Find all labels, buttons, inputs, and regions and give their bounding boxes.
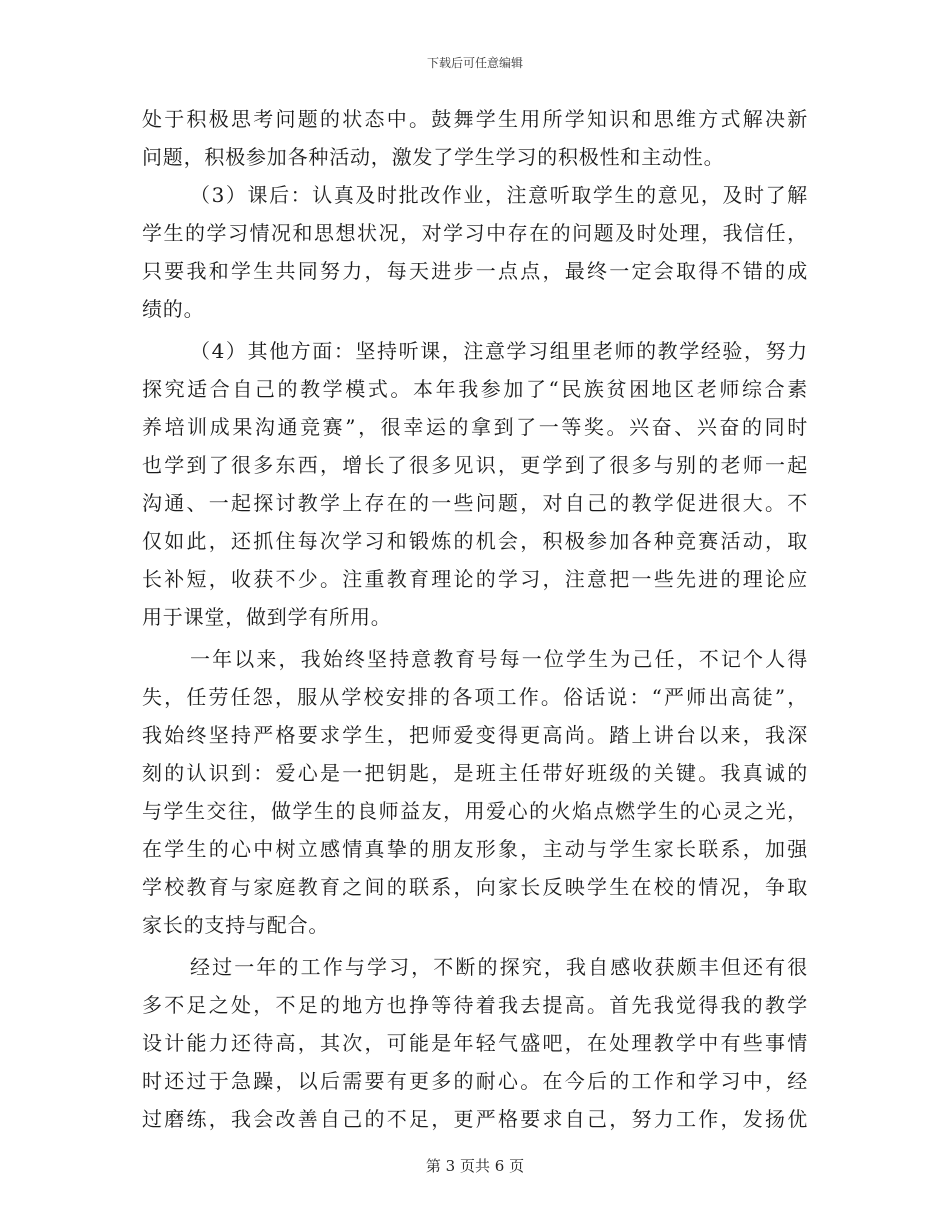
page-header: 下载后可任意编辑 xyxy=(426,56,523,70)
body-line: 处于积极思考问题的状态中。鼓舞学生用所学知识和思维方式解决新 xyxy=(142,107,808,131)
document-body xyxy=(142,100,808,1138)
body-line: 经过一年的工作与学习，不断的探究，我自感收获颇丰但还有很 xyxy=(190,955,808,979)
body-line: 探究适合自己的教学模式。本年我参加了“民族贫困地区老师综合素 xyxy=(142,377,808,401)
body-line: 沟通、一起探讨教学上存在的一些问题，对自己的教学促进很大。不 xyxy=(142,491,808,515)
body-line: 问题，积极参加各种活动，激发了学生学习的积极性和主动性。 xyxy=(142,145,725,169)
body-line: 在学生的心中树立感情真挚的朋友形象，主动与学生家长联系，加强 xyxy=(142,837,808,861)
body-line: 只要我和学生共同努力，每天进步一点点，最终一定会取得不错的成 xyxy=(142,259,808,283)
body-line: 失，任劳任怨，服从学校安排的各项工作。俗话说：“严师出高徒”， xyxy=(142,685,808,709)
body-line: 刻的认识到：爱心是一把钥匙，是班主任带好班级的关键。我真诚的 xyxy=(142,761,808,785)
body-line: （3）课后：认真及时批改作业，注意听取学生的意见，及时了解 xyxy=(190,183,808,207)
body-line: （4）其他方面：坚持听课，注意学习组里老师的教学经验，努力 xyxy=(190,339,808,363)
page-footer: 第 3 页共 6 页 xyxy=(425,1157,525,1175)
body-line: 学生的学习情况和思想状况，对学习中存在的问题及时处理，我信任， xyxy=(142,221,808,245)
body-line: 家长的支持与配合。 xyxy=(142,913,330,937)
body-line: 设计能力还待高，其次，可能是年轻气盛吧，在处理教学中有些事情 xyxy=(142,1031,808,1055)
body-line: 多不足之处，不足的地方也挣等待着我去提高。首先我觉得我的教学 xyxy=(142,993,808,1017)
body-line: 学校教育与家庭教育之间的联系，向家长反映学生在校的情况，争取 xyxy=(142,875,808,899)
body-line: 养培训成果沟通竞赛”，很幸运的拿到了一等奖。兴奋、兴奋的同时 xyxy=(142,415,808,439)
body-line: 时还过于急躁，以后需要有更多的耐心。在今后的工作和学习中，经 xyxy=(142,1069,808,1093)
body-line: 用于课堂，做到学有所用。 xyxy=(142,605,392,629)
body-line: 绩的。 xyxy=(142,297,205,321)
body-line: 过磨练，我会改善自己的不足，更严格要求自己，努力工作，发扬优 xyxy=(142,1107,808,1131)
body-line: 长补短，收获不少。注重教育理论的学习，注意把一些先进的理论应 xyxy=(142,567,808,591)
body-line: 我始终坚持严格要求学生，把师爱变得更高尚。踏上讲台以来，我深 xyxy=(142,723,808,747)
body-line: 也学到了很多东西，增长了很多见识，更学到了很多与别的老师一起 xyxy=(142,453,808,477)
body-line: 一年以来，我始终坚持意教育号每一位学生为己任，不记个人得 xyxy=(190,647,808,671)
body-line: 仅如此，还抓住每次学习和锻炼的机会，积极参加各种竞赛活动，取 xyxy=(142,529,808,553)
body-line: 与学生交往，做学生的良师益友，用爱心的火焰点燃学生的心灵之光， xyxy=(142,799,808,823)
